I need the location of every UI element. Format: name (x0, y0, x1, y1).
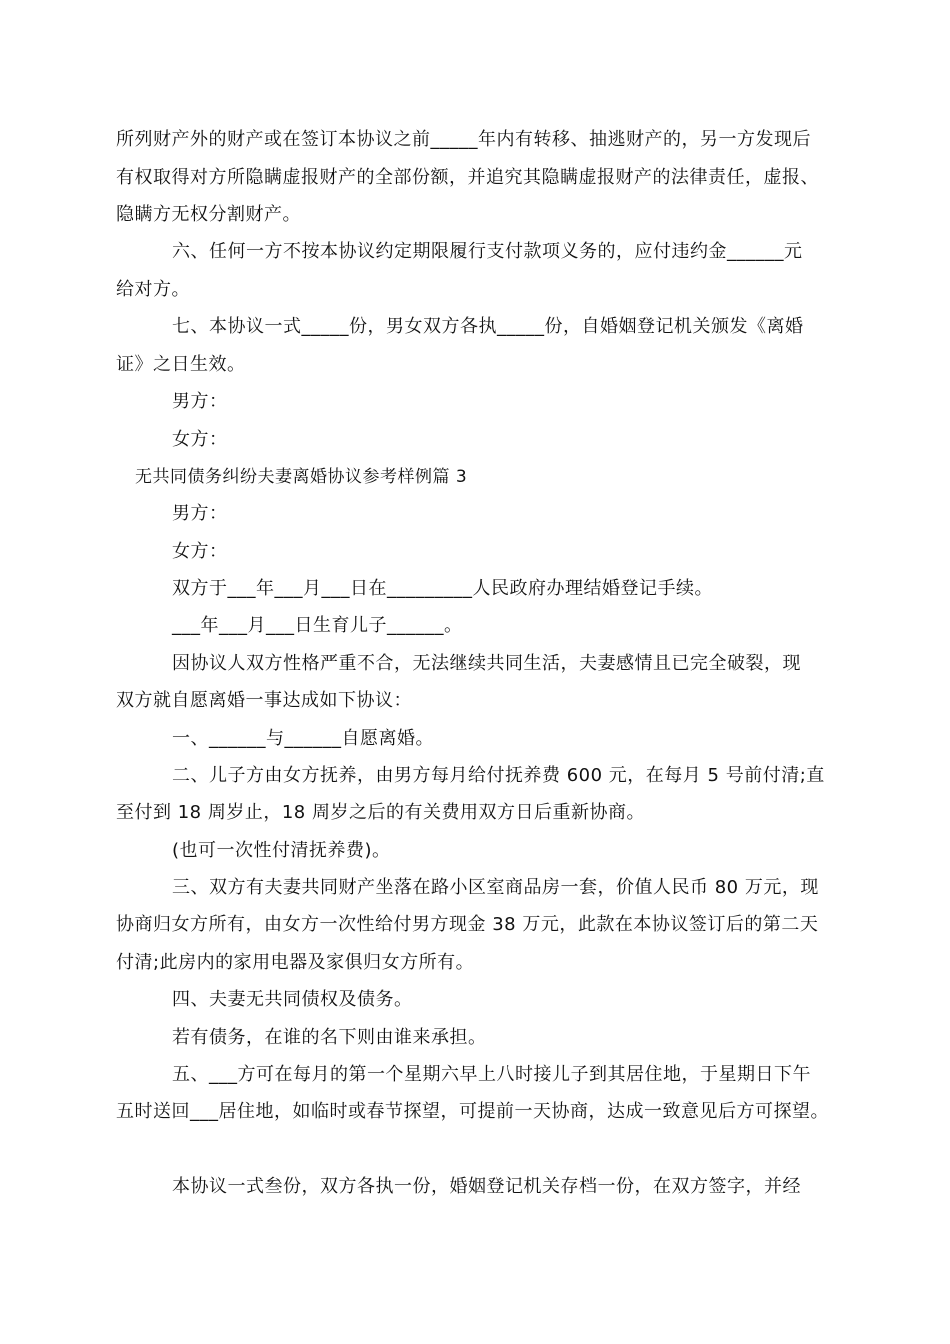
paragraph-line: 五时送回___居住地，如临时或春节探望，可提前一天协商，达成一致意见后方可探望。 (116, 1101, 829, 1122)
paragraph-line: 隐瞒方无权分割财产。 (116, 204, 301, 225)
clause-4-line: 四、夫妻无共同债权及债务。 (172, 989, 413, 1010)
paragraph-line: 因协议人双方性格严重不合，无法继续共同生活，夫妻感情且已完全破裂，现 (172, 653, 801, 674)
female-party-label: 女方： (172, 429, 228, 450)
closing-paragraph-line: 本协议一式叁份，双方各执一份，婚姻登记机关存档一份，在双方签字，并经 (172, 1176, 801, 1197)
section-heading: 无共同债务纠纷夫妻离婚协议参考样例篇 3 (135, 467, 468, 487)
clause-6-line: 六、任何一方不按本协议约定期限履行支付款项义务的，应付违约金______元 (172, 241, 803, 262)
paragraph-line: 证》之日生效。 (116, 354, 246, 375)
paragraph-line: 有权取得对方所隐瞒虚报财产的全部份额，并追究其隐瞒虚报财产的法律责任，虚报、 (116, 167, 819, 188)
clause-2-line: 二、儿子方由女方抚养，由男方每月给付抚养费 600 元，在每月 5 号前付清;直 (172, 765, 825, 786)
male-party-label: 男方： (172, 503, 228, 524)
marriage-registration-line: 双方于___年___月___日在_________人民政府办理结婚登记手续。 (172, 578, 713, 599)
clause-1-line: 一、______与______自愿离婚。 (172, 728, 434, 749)
paragraph-line: (也可一次性付清抚养费)。 (172, 840, 391, 861)
paragraph-line: 协商归女方所有，由女方一次性给付男方现金 38 万元，此款在本协议签订后的第二天 (116, 914, 819, 935)
clause-5-line: 五、___方可在每月的第一个星期六早上八时接儿子到其居住地，于星期日下午 (172, 1064, 811, 1085)
female-party-label: 女方： (172, 541, 228, 562)
paragraph-line: 若有债务，在谁的名下则由谁来承担。 (172, 1027, 487, 1048)
paragraph-line: 至付到 18 周岁止，18 周岁之后的有关费用双方日后重新协商。 (116, 802, 645, 823)
clause-3-line: 三、双方有夫妻共同财产坐落在路小区室商品房一套，价值人民币 80 万元，现 (172, 877, 819, 898)
male-party-label: 男方： (172, 391, 228, 412)
child-birth-line: ___年___月___日生育儿子______。 (172, 615, 463, 636)
paragraph-line: 双方就自愿离婚一事达成如下协议： (116, 690, 412, 711)
paragraph-line: 给对方。 (116, 279, 190, 300)
paragraph-line: 付清;此房内的家用电器及家俱归女方所有。 (116, 952, 475, 973)
paragraph-line: 所列财产外的财产或在签订本协议之前_____年内有转移、抽逃财产的，另一方发现后 (116, 129, 811, 150)
clause-7-line: 七、本协议一式_____份，男女双方各执_____份，自婚姻登记机关颁发《离婚 (172, 316, 804, 337)
